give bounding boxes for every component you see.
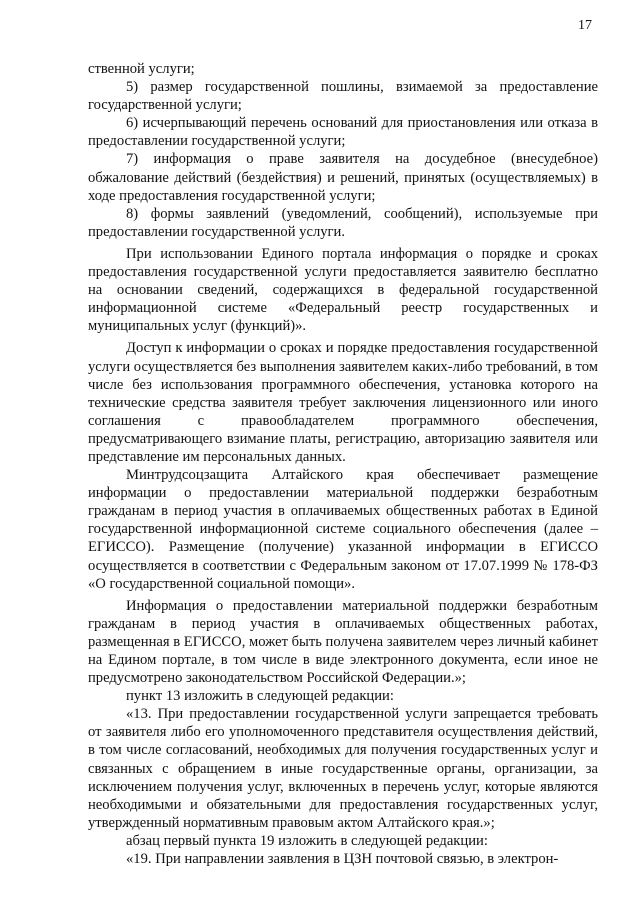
paragraph: 8) формы заявлений (уведомлений, сообщений), используемые при предоставлении государственной услуги. [88, 205, 598, 240]
document-body [88, 60, 598, 868]
paragraph: «13. При предоставлении государственной услуги запрещается требовать от заявителя либо его уполномоченного представителя осуществления действий, в том числе согласований, необходимых для получения государственных услуг и связанных с обращением в иные государственные органы, организации, за исключением получения услуг, включенных в перечень услуг, которые являются необходимыми и обязательными для предоставления государственных услуг, утвержденный нормативным правовым актом Алтайского края.»; [88, 706, 598, 831]
paragraph: 6) исчерпывающий перечень оснований для приостановления или отказа в предоставлении государственной услуги; [88, 115, 598, 150]
paragraph: пункт 13 изложить в следующей редакции: [126, 688, 394, 705]
paragraph: При использовании Единого портала информация о порядке и сроках предоставления государственной услуги предоставляется заявителю бесплатно на основании сведений, содержащихся в федеральной государственной информационной системе «Федеральный реестр государственных и муниципальных услуг (функций)». [88, 245, 598, 335]
page-number: 17 [578, 18, 592, 33]
paragraph: Минтрудсоцзащита Алтайского края обеспечивает размещение информации о предоставлении материальной поддержки безработным гражданам в период участия в оплачиваемых общественных работах в Единой государственной информационной системе социального обеспечения (далее – ЕГИССО). Размещение (получение) указанной информации в ЕГИССО осуществляется в соответствии с Федеральным законом от 17.07.1999 № 178-ФЗ «О государственной социальной помощи». [88, 467, 598, 592]
paragraph: ственной услуги; [88, 61, 195, 77]
paragraph: 7) информация о праве заявителя на досудебное (внесудебное) обжалование действий (бездействия) и решений, принятых (осуществляемых) в ходе предоставления государственной услуги; [88, 151, 598, 204]
paragraph: абзац первый пункта 19 изложить в следующей редакции: [126, 832, 488, 849]
paragraph: 5) размер государственной пошлины, взимаемой за предоставление государственной услуги; [88, 79, 598, 114]
paragraph: «19. При направлении заявления в ЦЗН почтовой связью, в электрон- [126, 851, 559, 868]
paragraph: Доступ к информации о сроках и порядке предоставления государственной услуги осуществляется без выполнения заявителем каких-либо требований, в том числе без использования программного обеспечения, установка которого на технические средства заявителя требует заключения лицензионного или иного соглашения с правообладателем программного обеспечения, предусматривающего взимание платы, регистрацию, авторизацию заявителя или представление им персональных данных. [88, 340, 598, 465]
paragraph: Информация о предоставлении материальной поддержки безработным гражданам в период участия в оплачиваемых общественных работах, размещенная в ЕГИССО, может быть получена заявителем через личный кабинет на Едином портале, в том числе в виде электронного документа, если иное не предусмотрено законодательством Российской Федерации.»; [88, 597, 598, 687]
